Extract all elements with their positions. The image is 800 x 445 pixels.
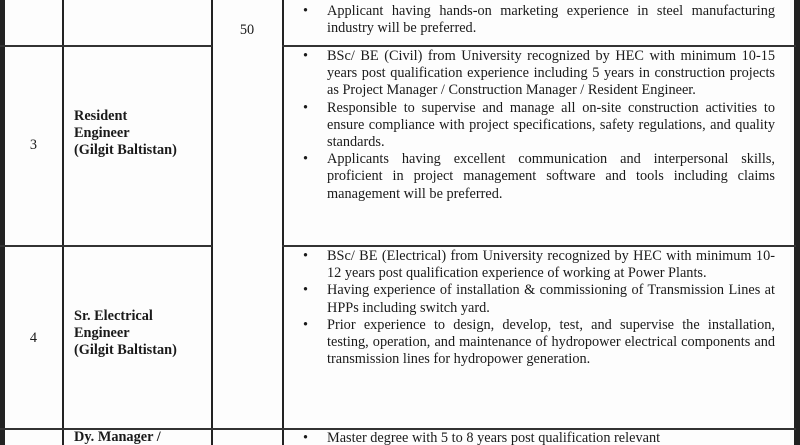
title-line: (Gilgit Baltistan) xyxy=(74,342,177,358)
requirement-item xyxy=(303,248,775,282)
requirement-text: Applicant having hands-on marketing experience in steel manufacturing industry will be preferred. xyxy=(327,3,775,37)
title-line: (Gilgit Baltistan) xyxy=(74,142,177,158)
row-divider xyxy=(282,245,796,247)
requirement-text: Master degree with 5 to 8 years post qualification relevant xyxy=(327,430,661,445)
column-divider xyxy=(282,0,284,445)
title-line: Resident xyxy=(74,108,128,124)
requirement-text: BSc/ BE (Civil) from University recognized by HEC with minimum 10-15 years post qualification experience including 5 years in construction projects as Project Manager / Construction Manager / Resident Engineer. xyxy=(327,48,775,99)
requirements-cell xyxy=(303,48,775,203)
requirement-text: Responsible to supervise and manage all on-site construction activities to ensure compliance with project specifications, safety regulations, and quality standards. xyxy=(327,99,775,151)
requirements-cell xyxy=(303,430,775,445)
bullet-icon: • xyxy=(303,430,309,445)
table-border-right xyxy=(794,0,800,445)
requirements-cell xyxy=(303,248,775,368)
column-divider xyxy=(211,0,213,445)
age-limit: 50 xyxy=(239,22,255,38)
requirements-cell xyxy=(303,3,775,37)
requirement-item xyxy=(303,151,775,203)
serial-number: 3 xyxy=(29,137,38,153)
requirement-item xyxy=(303,48,775,100)
bullet-icon: • xyxy=(303,3,309,19)
row-divider xyxy=(0,245,212,247)
requirement-text: Prior experience to design, develop, test, and supervise the installation, testing, operation, and maintenance of hydropower electrical components and transmission lines for hydropower generation. xyxy=(327,316,775,368)
requirement-text: Applicants having excellent communication and interpersonal skills, proficient in project management software and tools including claims management will be preferred. xyxy=(327,151,775,202)
position-title xyxy=(74,108,212,159)
title-line: Engineer xyxy=(74,125,130,141)
position-title xyxy=(74,430,212,444)
requirement-item xyxy=(303,430,775,445)
bullet-icon: • xyxy=(303,282,309,299)
bullet-icon: • xyxy=(303,151,309,168)
position-title xyxy=(74,308,212,359)
title-line: Dy. Manager / xyxy=(74,429,161,445)
bullet-icon: • xyxy=(303,248,309,264)
row-divider xyxy=(282,45,796,47)
requirement-item xyxy=(303,316,775,369)
requirement-item xyxy=(303,3,775,37)
requirement-item xyxy=(303,99,775,152)
bullet-icon: • xyxy=(303,99,309,116)
requirement-item xyxy=(303,282,775,316)
requirement-text: Having experience of installation & commissioning of Transmission Lines at HPPs including switch yard. xyxy=(327,282,775,316)
serial-number: 4 xyxy=(29,330,38,346)
title-line: Engineer xyxy=(74,325,130,341)
requirement-text: BSc/ BE (Electrical) from University recognized by HEC with minimum 10-12 years post qualification experience of working at Power Plants. xyxy=(327,248,775,282)
table-border-left xyxy=(0,0,5,445)
bullet-icon: • xyxy=(303,316,309,333)
title-line: Sr. Electrical xyxy=(74,308,153,324)
row-divider xyxy=(0,45,212,47)
column-divider xyxy=(62,0,64,445)
bullet-icon: • xyxy=(303,48,309,64)
